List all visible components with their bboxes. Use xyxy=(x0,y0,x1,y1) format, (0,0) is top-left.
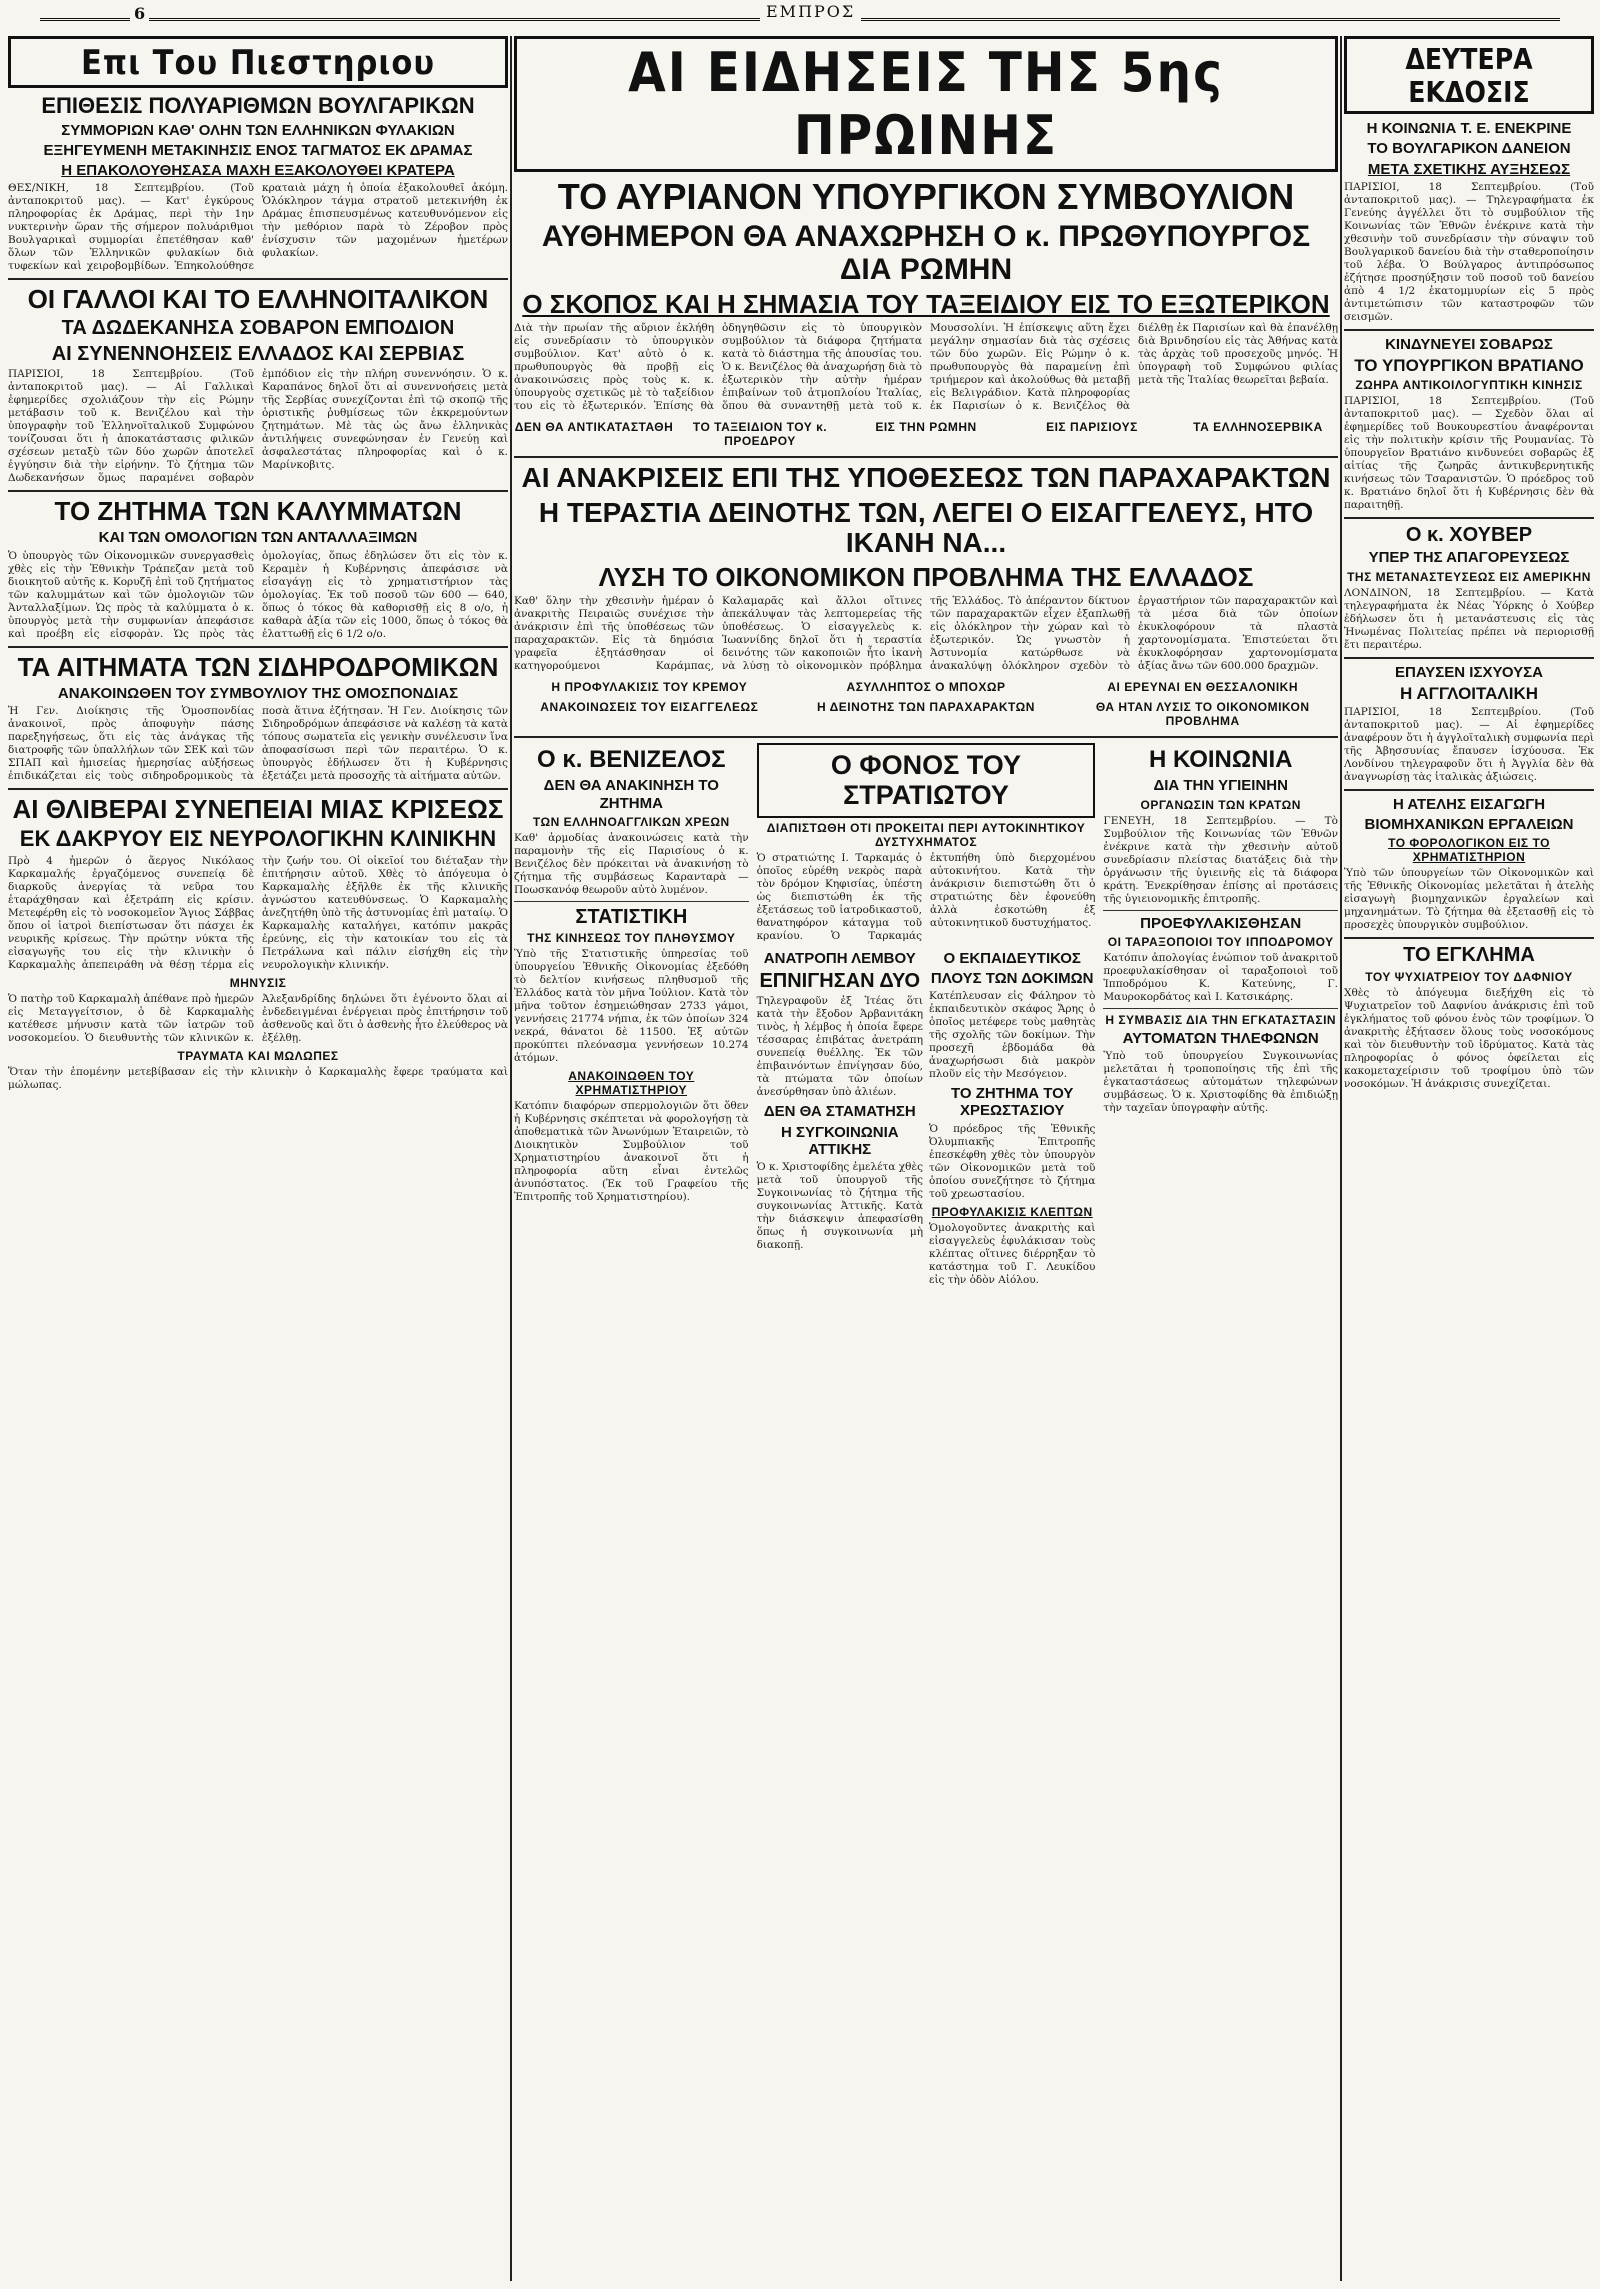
headline: ΠΡΟΕΦΥΛΑΚΙΣΘΗΣΑΝ xyxy=(1140,914,1302,932)
headline: ΕΠΙΘΕΣΙΣ ΠΟΛΥΑΡΙΘΜΩΝ ΒΟΥΛΓΑΡΙΚΩΝ xyxy=(41,93,475,118)
article-bulgarian-attacks xyxy=(8,94,508,273)
subsection-heading: ΑΝΑΚΟΙΝΩΣΕΙΣ ΤΟΥ ΕΙΣΑΓΓΕΛΕΩΣ xyxy=(540,700,759,715)
headline: ΚΙΝΔΥΝΕΥΕΙ ΣΟΒΑΡΩΣ xyxy=(1385,335,1553,353)
subheadline: ΕΠΝΙΓΗΣΑΝ ΔΥΟ xyxy=(759,969,921,992)
subheadline: Η ΣΥΓΚΟΙΝΩΝΙΑ ΑΤΤΙΚΗΣ xyxy=(780,1123,899,1158)
subheadline: Η ΕΠΑΚΟΛΟΥΘΗΣΑΣΑ ΜΑΧΗ ΕΞΑΚΟΛΟΥΘΕΙ ΚΡΑΤΕΡΑ xyxy=(61,162,455,180)
center-column xyxy=(514,36,1338,2281)
article-body: ΠΑΡΙΣΙΟΙ, 18 Σεπτεμβρίου. (Τοῦ ἀνταποκριτοῦ μας). — Αἱ ἐφημερίδες ἀναφέρουν ὅτι ἡ ἀγγλοϊταλικὴ συμφωνία περὶ τῆς Ἀβησσυνίας ἔπαυσεν ἰσχύουσα. Ἐκ Λονδίνου τηλεγραφοῦν ὅτι ἡ Ἀγγλία δὲν θὰ ἀναγνωρίσῃ τὰς ἰταλικὰς ἀξιώσεις. xyxy=(1344,705,1594,783)
article-body: Κατέπλευσαν εἰς Φάληρον τὸ ἐκπαιδευτικὸν σκάφος Ἄρης ὁ ὁποῖος μετέφερε τοὺς μαθητὰς τῆς σχολῆς τῶν δοκίμων. Τὴν προσεχῆ ἑβδομάδα θὰ ἀναχωρήσωσι διὰ μακρὸν πλοῦν εἰς τὴν Μεσόγειον. xyxy=(929,990,1096,1081)
headline: Ο κ. ΒΕΝΙΖΕΛΟΣ xyxy=(537,746,726,774)
article-dafni-crime xyxy=(1344,944,1594,1090)
subheadline: ΑΝΑΚΟΙΝΩΘΕΝ ΤΟΥ ΣΥΜΒΟΥΛΙΟΥ ΤΗΣ ΟΜΟΣΠΟΝΔΙΑΣ xyxy=(57,684,459,702)
sub-articles-row xyxy=(757,947,1096,1291)
headline: Ο ΕΚΠΑΙΔΕΥΤΙΚΟΣ xyxy=(943,949,1081,967)
divider xyxy=(1344,517,1594,519)
subheadline: ΑΥΘΗΜΕΡΟΝ ΘΑ ΑΝΑΧΩΡΗΣΗ Ο κ. ΠΡΩΘΥΠΟΥΡΓΟΣ ΔΙΑ ΡΩΜΗΝ xyxy=(541,219,1311,286)
subheadline: ΤΩΝ ΕΛΛΗΝΟΑΓΓΛΙΚΩΝ ΧΡΕΩΝ xyxy=(532,814,730,829)
subheads-row xyxy=(514,697,1338,731)
divider xyxy=(1103,1008,1338,1009)
divider xyxy=(8,646,508,648)
right-column xyxy=(1344,36,1594,2281)
headline: ΔΕΝ ΘΑ ΣΤΑΜΑΤΗΣΗ xyxy=(763,1103,916,1121)
headline: Η ΑΤΕΛΗΣ ΕΙΣΑΓΩΓΗ xyxy=(1392,795,1546,813)
subheadline: ΤΟΥ ΨΥΧΙΑΤΡΕΙΟΥ ΤΟΥ ΔΑΦΝΙΟΥ xyxy=(1365,969,1573,984)
headline: Ο κ. ΧΟΥΒΕΡ xyxy=(1405,524,1533,547)
subsection-heading: ΑΣΥΛΛΗΠΤΟΣ Ο ΜΠΟΧΩΡ xyxy=(846,680,1006,695)
headline-box xyxy=(757,743,1096,817)
page-number: 6 xyxy=(130,4,149,23)
divider xyxy=(1344,657,1594,659)
subheadline: ΟΙ ΤΑΡΑΞΟΠΟΙΟΙ ΤΟΥ ΙΠΠΟΔΡΟΜΟΥ xyxy=(1107,934,1334,949)
divider xyxy=(1344,329,1594,331)
article-railway-demands xyxy=(8,653,508,783)
article-hoover xyxy=(1344,524,1594,652)
article-boat-capsize xyxy=(757,947,923,1291)
subheadline: ΑΥΤΟΜΑΤΩΝ ΤΗΛΕΦΩΝΩΝ xyxy=(1122,1029,1319,1047)
divider xyxy=(8,278,508,280)
article-body: Ὑπὸ τῆς Στατιστικῆς ὑπηρεσίας τοῦ ὑπουργείου Ἐθνικῆς Οἰκονομίας ἐξεδόθη τὸ δελτίον κινήσεως πληθυσμοῦ τῆς Ἑλλάδος κατὰ τὸν μῆνα Ἰούλιον. Κατὰ τὸν μῆνα τοῦτον ἐσημειώθησαν 2733 γάμοι, γεννήσεις 21774 νήπια, ἐκ τῶν ὁποίων 324 νεκρά, θάνατοι δὲ 11500. Ἐξ αὐτῶν προκύπτει πλεόνασμα γεννήσεων 10.274 ἀτόμων. xyxy=(514,948,749,1065)
article-body: ΠΑΡΙΣΙΟΙ, 18 Σεπτεμβρίου. (Τοῦ ἀνταποκριτοῦ μας). — Τηλεγραφήματα ἐκ Γενεύης ἀγγέλλει ὅτι τὸ συμβούλιον τῆς Κοινωνίας τῶν Ἐθνῶν ἐνέκρινε κατὰ τὴν χθεσινὴν τοῦ συνεδρίασιν τὴν σύναψιν τοῦ Βουλγαρικοῦ δανείου διὰ τὴν σταθεροποίησιν τοῦ λέβα. Ὁ Βούλγαρος ἀντιπρόσωπος ἐζήτησε προσηύξησιν τοῦ ποσοῦ τοῦ δανείου ἀπὸ 4 1/2 ἑκατομμυρίων εἰς 5 πρὸς ἀντιμετώπισιν τῶν καταστροφῶν τῶν σεισμῶν. xyxy=(1344,180,1594,323)
headline: ΑΙ ΑΝΑΚΡΙΣΕΙΣ ΕΠΙ ΤΗΣ ΥΠΟΘΕΣΕΩΣ ΤΩΝ ΠΑΡΑΧΑΡΑΚΤΩΝ xyxy=(521,461,1331,493)
article-bratianu xyxy=(1344,336,1594,512)
subheadline: ΔΙΑΠΙΣΤΩΘΗ ΟΤΙ ΠΡΟΚΕΙΤΑΙ ΠΕΡΙ ΑΥΤΟΚΙΝΗΤΙΚΟΥ ΔΥΣΤΥΧΗΜΑΤΟΣ xyxy=(766,820,1086,849)
headline: ΤΑ ΑΙΤΗΜΑΤΑ ΤΩΝ ΣΙΔΗΡΟΔΡΟΜΙΚΩΝ xyxy=(17,651,499,682)
masthead: ΕΜΠΡΟΣ xyxy=(760,2,861,21)
subheadline: ΤΟ ΦΟΡΟΛΟΓΙΚΟΝ ΕΙΣ ΤΟ ΧΡΗΜΑΤΙΣΤΗΡΙΟΝ xyxy=(1388,836,1550,865)
subsection-heading: ΘΑ ΗΤΑΝ ΛΥΣΙΣ ΤΟ ΟΙΚΟΝΟΜΙΚΟΝ ΠΡΟΒΛΗΜΑ xyxy=(1095,700,1310,729)
subheadline: ΕΚ ΔΑΚΡΥΟΥ ΕΙΣ ΝΕΥΡΟΛΟΓΙΚΗΝ ΚΛΙΝΙΚΗΝ xyxy=(19,825,497,851)
article-cadets xyxy=(929,947,1095,1291)
headline: Η ΣΥΜΒΑΣΙΣ ΔΙΑ ΤΗΝ ΕΓΚΑΤΑΣΤΑΣΙΝ xyxy=(1105,1012,1337,1027)
subheadline: ΟΡΓΑΝΩΣΙΝ ΤΩΝ ΚΡΑΤΩΝ xyxy=(1140,797,1301,812)
subheadline: ΕΞΗΓΕΥΜΕΝΗ ΜΕΤΑΚΙΝΗΣΙΣ ΕΝΟΣ ΤΑΓΜΑΤΟΣ ΕΚ ΔΡΑΜΑΣ xyxy=(43,141,473,159)
section-header-left: Επι Του Πιεστηριου xyxy=(8,36,508,88)
subheadline: ΔΙΑ ΤΗΝ ΥΓΙΕΙΝΗΝ xyxy=(1153,777,1288,795)
headline: ΕΠΑΥΣΕΝ ΙΣΧΥΟΥΣΑ xyxy=(1394,663,1543,681)
subheadline: ΚΑΙ ΤΩΝ ΟΜΟΛΟΓΙΩΝ ΤΩΝ ΑΝΤΑΛΛΑΞΙΜΩΝ xyxy=(98,529,418,547)
subheadline: Ο ΣΚΟΠΟΣ ΚΑΙ Η ΣΗΜΑΣΙΑ ΤΟΥ ΤΑΞΕΙΔΙΟΥ ΕΙΣ ΤΟ ΕΞΩΤΕΡΙΚΟΝ xyxy=(522,288,1330,319)
headline: Ο ΦΟΝΟΣ ΤΟΥ ΣΤΡΑΤΙΩΤΟΥ xyxy=(830,750,1022,810)
subsection-heading: ΕΙΣ ΠΑΡΙΣΙΟΥΣ xyxy=(1046,419,1138,434)
subheadline: ΤΑ ΔΩΔΕΚΑΝΗΣΑ ΣΟΒΑΡΟΝ ΕΜΠΟΔΙΟΝ xyxy=(61,317,455,340)
subsection-heading: Η ΔΕΙΝΟΤΗΣ ΤΩΝ ΠΑΡΑΧΑΡΑΚΤΩΝ xyxy=(817,700,1035,715)
subheadline: ΥΠΕΡ ΤΗΣ ΑΠΑΓΟΡΕΥΣΕΩΣ xyxy=(1368,549,1570,567)
subheads-row xyxy=(514,677,1338,697)
divider xyxy=(514,736,1338,738)
subheadline: Η ΤΕΡΑΣΤΙΑ ΔΕΙΝΟΤΗΣ ΤΩΝ, ΛΕΓΕΙ Ο ΕΙΣΑΓΓΕΛΕΥΣ, ΗΤΟ ΙΚΑΝΗ ΝΑ... xyxy=(538,496,1314,559)
subheadline: ΤΗΣ ΜΕΤΑΝΑΣΤΕΥΣΕΩΣ ΕΙΣ ΑΜΕΡΙΚΗΝ xyxy=(1347,569,1591,584)
subsection-heading: ΤΟ ΤΑΞΕΙΔΙΟΝ ΤΟΥ κ. ΠΡΟΕΔΡΟΥ xyxy=(692,419,828,448)
subheadline: ΖΩΗΡΑ ΑΝΤΙΚΟΙΛΟΓΥΠΤΙΚΗ ΚΙΝΗΣΙΣ xyxy=(1355,378,1583,393)
article-body: Ὑπὸ τῶν ὑπουργείων τῶν Οἰκονομικῶν καὶ τῆς Ἐθνικῆς Οἰκονομίας μελετᾶται ἡ ἀτελὴς εἰσαγωγὴ βιομηχανικῶν ἐργαλείων καὶ μηχανημάτων. Τὸ ζήτημα θὰ ἐξετασθῇ εἰς τὸ προσεχὲς ὑπουργικὸν συμβούλιον. xyxy=(1344,867,1594,932)
subheadline: ΤΗΣ ΚΙΝΗΣΕΩΣ ΤΟΥ ΠΛΗΘΥΣΜΟΥ xyxy=(527,931,736,946)
article-body: Τηλεγραφοῦν ἐξ Ἰτέας ὅτι κατὰ τὴν ἔξοδον Ἀρβανιτάκη τινὸς, ἡ λέμβος ἡ ὁποία ἔφερε τέσσαρας ἐπιβάτας ἀνετράπη συνεπείᾳ θυέλλης. Ἐκ τῶν ἐπιβαινόντων ἐπνίγησαν δύο, τὰ πτώματα τῶν ὁποίων ἀνεσύρθησαν ὑπὸ ἁλιέων. xyxy=(756,995,923,1099)
headline: ΟΙ ΓΑΛΛΟΙ ΚΑΙ ΤΟ ΕΛΛΗΝΟΙΤΑΛΙΚΟΝ xyxy=(27,284,489,315)
subsection-heading: ΜΗΝΥΣΙΣ xyxy=(229,975,287,990)
divider xyxy=(1344,789,1594,791)
article-cabinet-council xyxy=(514,178,1338,451)
article-body: Ὁ πρόεδρος τῆς Ἐθνικῆς Ὀλυμπιακῆς Ἐπιτροπῆς ἐπεσκέφθη χθὲς τὸν ὑπουργὸν τῶν Οἰκονομικῶν μετὰ τοῦ ὁποίου συνεζήτησε τὸ ζήτημα τοῦ χρεωστασίου. xyxy=(929,1122,1096,1200)
headline: ΣΤΑΤΙΣΤΙΚΗ xyxy=(575,905,688,928)
divider xyxy=(514,456,1338,458)
divider xyxy=(8,788,508,790)
article-venizelos-debts xyxy=(514,743,749,1290)
article-body: Ὁμολογοῦντες ἀνακριτὴς καὶ εἰσαγγελεὺς ἐφυλάκισαν τοὺς κλέπτας οἵτινες διέρρηξαν τὸ κατάστημα τοῦ Γ. Λευκίδου εἰς τὴν ὁδὸν Αἰόλου. xyxy=(929,1221,1096,1286)
subsection-heading: ΕΙΣ ΤΗΝ ΡΩΜΗΝ xyxy=(875,419,977,434)
subheadline: ΜΕΤΑ ΣΧΕΤΙΚΗΣ ΑΥΞΗΣΕΩΣ xyxy=(1367,160,1571,178)
subsection-heading: ΑΝΑΚΟΙΝΩΘΕΝ ΤΟΥ ΧΡΗΜΑΤΙΣΤΗΡΙΟΥ xyxy=(568,1069,695,1098)
article-body: Ἡ Γεν. Διοίκησις τῆς Ὁμοσπονδίας ἀνακοινοῖ, πρὸς ἀποφυγὴν πάσης παρεξηγήσεως, ὅτι εἰς τὰς ἀνάγκας τῆς διατροφῆς τῶν ὑπαλλήλων τῶν ΣΕΚ καὶ τῶν ΣΠΑΠ καὶ ἡμισείας ἡμερησίας αὐξήσεως ἐπιδικάζεται εἰς τοὺς σιδηροδρομικοὺς τὰ ποσὰ ἅτινα ἐζήτησαν. Ἡ Γεν. Διοίκησις τῶν Σιδηροδρόμων ἀπεφάσισε νὰ καλέσῃ τὰ κατὰ τόπους σωματεῖα εἰς γενικὴν συνέλευσιν ἵνα ἀποφασίσωσι περὶ τῶν περαιτέρω. Ὁ κ. ὑπουργὸς ἐδήλωσεν ὅτι ἡ Κυβέρνησις ἐξετάζει μετὰ προσοχῆς τὰ αἰτήματα αὐτῶν. xyxy=(8,704,508,782)
article-body: Ὁ στρατιώτης Ι. Ταρκαμάς ὁ ὁποῖος εὑρέθη νεκρὸς παρὰ τὸν δρόμον Κηφισίας, ὑπέστη ὡς διεπιστώθη ἐκ τῆς ἐξετάσεως τοῦ ἰατροδικαστοῦ, θανατηφόρον κάταγμα τοῦ κρανίου. Ὁ Ταρκαμάς ἐκτυπήθη ὑπὸ διερχομένου αὐτοκινήτου. Κατὰ τὴν ἀνάκρισιν διεπιστώθη ὅτι ὁ στρατιώτης δὲν ἐφονεύθη ἀλλὰ ἐσκοτώθη ἐξ αὐτοκινητικοῦ δυστυχήματος. xyxy=(756,851,1096,942)
divider xyxy=(8,490,508,492)
headline: ΤΟ ΑΥΡΙΑΝΟΝ ΥΠΟΥΡΓΙΚΟΝ ΣΥΜΒΟΥΛΙΟΝ xyxy=(557,176,1295,217)
article-body: Ὁ ὑπουργὸς τῶν Οἰκονομικῶν συνεργασθεὶς χθὲς εἰς τὴν Ἐθνικὴν Τράπεζαν μετὰ τοῦ διοικητοῦ αὐτῆς κ. Κορυζῆ ἐπὶ τοῦ ζητήματος τῶν καλυμμάτων καὶ τῶν ὁμολογιῶν τῶν Ἀνταλλαξίμων. Ὡς πρὸς τὰ καλύμματα ὁ κ. ὑπουργὸς μετὰ τὴν συμφωνίαν ἀπεφάσισε καὶ προέβη εἰς εἰσφορὰν. Ὡς πρὸς τὰς ὁμολογίας, ὅπως ἐδηλώσεν ὅτι εἰς τὸν κ. Κεραμὲν ἡ Κυβέρνησις ἀπεφάσισε νὰ εἰσαγάγῃ εἰς τὸ χρηματιστήριον τὰς ὁμολογίας. Ἐκ τοῦ ποσοῦ τῶν 600 — 640, ὅπως ὁ τόκος θὰ καθορισθῇ εἰς 8 ο/ο, ἡ καθαρὰ ἀξία τῶν εἰς 1000, ὅπως ὁ τόκος θὰ ἐλαττωθῇ εἰς 6 1/2 ο/ο. xyxy=(8,549,508,640)
article-body: Καθ' ἁρμοδίας ἀνακοινώσεις κατὰ τὴν παραμονὴν τῆς εἰς Παρισίους ὁ κ. Βενιζέλος δὲν πρόκειται νὰ ἀνακινήσῃ τὸ ζήτημα τῆς συμβάσεως Καρανταρὰ — Ποωσκανόφ θεωροῦν αὐτὸ λυμένον. xyxy=(514,831,749,896)
article-league-hygiene xyxy=(1103,743,1338,1290)
headline: ΠΡΟΦΥΛΑΚΙΣΙΣ ΚΛΕΠΤΩΝ xyxy=(931,1204,1093,1219)
subheadline: ΒΙΟΜΗΧΑΝΙΚΩΝ ΕΡΓΑΛΕΙΩΝ xyxy=(1364,816,1574,834)
article-duty-free-tools xyxy=(1344,796,1594,933)
article-body: ΘΕΣ/ΝΙΚΗ, 18 Σεπτεμβρίου. (Τοῦ ἀνταποκριτοῦ μας). — Κατ' ἐγκύρους πληροφορίας ἐκ Δράμας, περὶ τὴν 1ην νυκτερινὴν ὥραν τῆς σήμερον πολυάριθμοι Βουλγαρικαὶ συμμορίαι ἐπετέθησαν καθ' ὅλων τῶν Ἑλληνικῶν φυλακίων διὰ τυφεκίων καὶ χειροβομβίδων. Ἐπηκολούθησε κραταιὰ μάχη ἡ ὁποία ἐξακολουθεῖ ἀκόμη. Ὁλόκληρον τάγμα στρατοῦ μετεκινήθη ἐκ Δράμας ἐπισπευσμένως κατευθυνόμενον εἰς τὴν μεθόριον παρὰ τὸ Ζέροβον πρὸς ἐνίσχυσιν τῶν μαχομένων ἡμετέρων φυλακίων. xyxy=(8,182,508,273)
headline: Η ΚΟΙΝΩΝΙΑ Τ. Ε. ΕΝΕΚΡΙΝΕ xyxy=(1366,120,1572,137)
article-body: ΠΑΡΙΣΙΟΙ, 18 Σεπτεμβρίου. (Τοῦ ἀνταποκριτοῦ μας). — Αἱ Γαλλικαὶ ἐφημερίδες σχολιάζουν τὴν εἰς Ρώμην μετάβασιν τοῦ κ. Βενιζέλου καὶ τὴν ὑπογραφὴν τοῦ Ἑλληνοϊταλικοῦ Συμφώνου τονίζουσαι ὅτι ἡ ἀποκατάστασις φιλικῶν σχέσεων μεταξὺ τῶν δύο χωρῶν ἀποτελεῖ ἐγγύησιν διὰ τὴν εἰρήνην. Τὸ ζήτημα τῶν Δωδεκανήσων ὅμως παραμένει σοβαρὸν ἐμπόδιον εἰς τὴν πλήρη συνεννόησιν. Ὁ κ. Καραπάνος δηλοῖ ὅτι αἱ συνεννοήσεις μετὰ τῆς Σερβίας συνεχίζονται ἐπὶ τῷ σκοπῷ τῆς ὁριστικῆς ῥυθμίσεως τῶν ἐκκρεμούντων ζητημάτων. Μὲ τὰς ὡς ἄνω ἑλληνικὰς ἀντιλήψεις συνεφώνησαν ἐν Γενεύῃ καὶ ἀσφαλεστάτας πληροφορίας καὶ ὁ κ. Μαρίνκοβιτς. xyxy=(8,368,508,485)
subheadline: ΑΙ ΣΥΝΕΝΝΟΗΣΕΙΣ ΕΛΛΑΔΟΣ ΚΑΙ ΣΕΡΒΙΑΣ xyxy=(51,342,465,365)
subheadline: ΔΕΝ ΘΑ ΑΝΑΚΙΝΗΣΗ ΤΟ ΖΗΤΗΜΑ xyxy=(543,777,719,812)
article-body: Χθὲς τὸ ἀπόγευμα διεξήχθη εἰς τὸ Ψυχιατρεῖον τοῦ Δαφνίου ἀνάκρισις ἐπὶ τοῦ ἐγκλήματος τοῦ φόνου ἐνὸς τῶν τροφίμων. Ὁ ἀνακριτὴς ἐξήτασεν ὅλους τοὺς νοσοκόμους καὶ τὸν διευθυντὴν τοῦ ἱδρύματος. Κατὰ τὰς πληροφορίας ὁ φόνος ὀφείλεται εἰς κακομεταχείρισιν τοῦ τροφίμου ὑπὸ τῶν νοσοκόμων. Ἡ ἀνάκρισις συνεχίζεται. xyxy=(1344,986,1594,1090)
article-body: ΠΑΡΙΣΙΟΙ, 18 Σεπτεμβρίου. (Τοῦ ἀνταποκριτοῦ μας). — Σχεδὸν ὅλαι αἱ ἐφημερίδες τοῦ Βουκουρεστίου ἀναφέρονται εἰς τὴν πολιτικὴν κρίσιν τῆς Ρουμανίας. Τὸ ὑπουργεῖον Βρατιάνο κινδυνεύει σοβαρῶς ἐξ αἰτίας τῆς ζωηρᾶς ἀντικυβερνητικῆς κινήσεως τῶν Τσαρανιστῶν. Ὁ πρόεδρος τοῦ κ. Βρατιάνο δηλοῖ ὅτι ἡ Κυβέρνησις δὲν θὰ παραιτηθῇ. xyxy=(1344,395,1594,512)
article-body: Ὑπὸ τοῦ ὑπουργείου Συγκοινωνίας μελετᾶται ἡ τροποποίησις τῆς ἐπὶ τῆς ἐγκαταστάσεως αὐτομάτων τηλεφώνων συμβάσεως. Ὁ κ. Χριστοφίδης θὰ ἐπιδιώξῃ τὴν ταχεῖαν ὑπογραφὴν αὐτῆς. xyxy=(1103,1050,1338,1114)
article-anglo-italian xyxy=(1344,664,1594,784)
section-header-right: ΔΕΥΤΕΡΑ ΕΚΔΟΣΙΣ xyxy=(1344,36,1594,114)
article-body: Κατόπιν ἀπολογίας ἐνώπιον τοῦ ἀνακριτοῦ προεφυλακίσθησαν οἱ ταραξοποιοὶ τοῦ Ἱπποδρόμου Κ. Κατεύνης, Γ. Μαυροκορδάτος καὶ Ι. Κατσικάρης. xyxy=(1103,951,1338,1003)
subheads-row xyxy=(514,417,1338,451)
article-soldier-murder xyxy=(757,743,1096,1290)
subheadline: Η ΑΓΓΛΟΙΤΑΛΙΚΗ xyxy=(1399,683,1539,703)
subsection-heading: ΤΡΑΥΜΑΤΑ ΚΑΙ ΜΩΛΩΠΕΣ xyxy=(177,1048,339,1063)
article-body: Καθ' ὅλην τὴν χθεσινὴν ἡμέραν ὁ ἀνακριτὴς Πειραιῶς συνέχισε τὴν ἀνάκρισιν ἐπὶ τῆς ὑποθέσεως τῶν παραχαρακτῶν. Εἰς τὰ δημόσια γραφεῖα ἐξητάσθησαν οἱ κατηγορούμενοι Καράμπας, Καλαμαρᾶς καὶ ἄλλοι οἵτινες ἀπεκάλυψαν τὰς λεπτομερείας τῆς ὑποθέσεως. Ὁ εἰσαγγελεὺς κ. Ἰωαννίδης δηλοῖ ὅτι ἡ τεραστία δεινότης τῶν κακοποιῶν ἦτο ἱκανὴ νὰ λύσῃ τὸ οἰκονομικὸν πρόβλημα τῆς Ἑλλάδος. Τὸ ἀπέραντον δίκτυον τῶν παραχαρακτῶν εἶχεν ἐξαπλωθῇ εἰς ὁλόκληρον τὴν χώραν καὶ τὸ ἐξωτερικόν. Ὡς γνωστὸν ἡ Ἀστυνομία κατώρθωσε νὰ ἀνακαλύψῃ ὁλόκληρον σχεδὸν τὸ ἐργαστήριον τῶν παραχαρακτῶν καὶ τὰ μέσα διὰ τῶν ὁποίων ἐκυκλοφόρουν τὰ πλαστὰ χαρτονομίσματα. Ἐπιστεύεται ὅτι ἐκυκλοφόρησαν χαρτονομίσματα ἀξίας ἄνω τῶν 600.000 δραχμῶν. xyxy=(514,595,1338,673)
article-body: Διὰ τὴν πρωίαν τῆς αὔριον ἐκλήθη εἰς συνεδρίασιν τὸ ὑπουργικὸν συμβούλιον. Κατ' αὐτὸ ὁ κ. πρωθυπουργὸς θὰ προβῇ εἰς ἀνακοινώσεις πρὸς τοὺς κ. κ. ὑπουργοὺς σχετικῶς μὲ τὸ ταξείδιον του εἰς τὸ ἐξωτερικόν. Ἐπίσης θὰ ὁδηγηθῶσιν εἰς τὸ ὑπουργικὸν συμβούλιον τὰ διάφορα ζητήματα κατὰ τὸ διάστημα τῆς ἀπουσίας του. Ὁ κ. Βενιζέλος θὰ ἀναχωρήσῃ διὰ τὸ ἐξωτερικὸν τὴν αὐτὴν ἡμέραν ἐπιβαίνων τοῦ ἀτμοπλοίου Ἰταλίας, ὅπου θὰ συναντηθῇ μετὰ τοῦ κ. Μουσσολίνι. Ἡ ἐπίσκεψις αὕτη ἔχει μεγάλην σημασίαν διὰ τὰς σχέσεις τῶν δύο χωρῶν. Εἰς Ρώμην ὁ κ. πρωθυπουργὸς θὰ παραμείνῃ ἐπὶ τριήμερον καὶ ἀκολούθως θὰ μεταβῇ εἰς Βελιγράδιον. Κατὰ πληροφορίας ἐκ Παρισίων ὁ κ. Βενιζέλος θὰ διέλθῃ ἐκ Παρισίων καὶ θὰ ἐπανέλθῃ διὰ Βρινδησίου εἰς τὰς Ἀθήνας κατὰ τὰς ἀρχὰς τοῦ προσεχοῦς μηνός. Ἡ ὑπογραφὴ τοῦ Συμφώνου φιλίας μετὰ τῆς Ἰταλίας θεωρεῖται βεβαία. xyxy=(514,321,1338,412)
article-bulgarian-loan xyxy=(1344,120,1594,324)
left-column xyxy=(8,36,508,2281)
divider xyxy=(1103,910,1338,911)
column-divider xyxy=(510,36,512,2281)
headline: ΑΙ ΘΛΙΒΕΡΑΙ ΣΥΝΕΠΕΙΑΙ ΜΙΑΣ ΚΡΙΣΕΩΣ xyxy=(12,793,504,824)
headline: ΑΝΑΤΡΟΠΗ ΛΕΜΒΟΥ xyxy=(763,949,916,967)
article-body: ΓΕΝΕΥΗ, 18 Σεπτεμβρίου. — Τὸ Συμβούλιον τῆς Κοινωνίας τῶν Ἐθνῶν ἐνέκρινε κατὰ τὴν χθεσινὴν αὐτοῦ συνεδρίασιν πλείστας διατάξεις διὰ τὴν ὀργάνωσιν τῆς ὑγιεινῆς εἰς τὰ διάφορα κράτη. Ἐνεκρίθησαν ἐπίσης αἱ προτάσεις τῆς ὑγιειονομικῆς ἐπιτροπῆς. xyxy=(1103,814,1338,905)
divider xyxy=(1344,937,1594,939)
subsection-heading: ΔΕΝ ΘΑ ΑΝΤΙΚΑΤΑΣΤΑΘΗ xyxy=(514,419,674,434)
article-french-greek-italian xyxy=(8,285,508,485)
article-body: Ὁ κ. Χριστοφίδης ἐμελέτα χθὲς μετὰ τοῦ ὑπουργοῦ τῆς Συγκοινωνίας τὸ ζήτημα τῆς συγκοινωνίας Ἀττικῆς. Κατὰ τὴν διάσκεψιν ἀπεφασίσθη ὅπως ἡ συγκοινωνία μὴ διακοπῇ. xyxy=(756,1161,923,1252)
article-body: ΛΟΝΔΙΝΟΝ, 18 Σεπτεμβρίου. — Κατὰ τηλεγραφήματα ἐκ Νέας Ὑόρκης ὁ Χούβερ ἐδήλωσεν ὅτι ἡ μετανάστευσις εἰς τὰς Ἡνωμένας Πολιτείας πρέπει νὰ περιορισθῇ ἔτι περαιτέρω. xyxy=(1344,586,1594,651)
subsection-heading: Η ΠΡΟΦΥΛΑΚΙΣΙΣ ΤΟΥ ΚΡΕΜΟΥ xyxy=(551,680,748,695)
lower-center-band xyxy=(514,743,1338,1290)
section-header-center: ΑΙ ΕΙΔΗΣΕΙΣ ΤΗΣ 5ης ΠΡΩΙΝΗΣ xyxy=(514,36,1338,172)
subheadline: ΣΥΜΜΟΡΙΩΝ ΚΑΘ' ΟΛΗΝ ΤΩΝ ΕΛΛΗΝΙΚΩΝ ΦΥΛΑΚΙΩΝ xyxy=(61,121,455,139)
column-divider xyxy=(1340,36,1342,2281)
page-header xyxy=(0,0,1600,30)
subheadline: ΠΛΟΥΣ ΤΩΝ ΔΟΚΙΜΩΝ xyxy=(930,969,1094,987)
headline: ΤΟ ΕΓΚΛΗΜΑ xyxy=(1403,944,1535,967)
article-coverage-bonds xyxy=(8,497,508,640)
article-counterfeiters xyxy=(514,463,1338,731)
article-body: Κατόπιν διαφόρων σπερμολογιῶν ὅτι ὅθεν ἡ Κυβέρνησις σκέπτεται νὰ φορολογήσῃ τὰ ἀποθεματικὰ τῶν Ἀνωνύμων Ἑταιρειῶν, τὸ Διοικητικὸν Συμβούλιον τοῦ Χρηματιστηρίου ἀνακοινοῖ ὅτι ἡ πληροφορία αὕτη εἶναι ἐντελῶς ἀνυπόστατος. (Ἐκ τοῦ Γραφείου τῆς Ἐπιτροπῆς τοῦ Χρηματιστηρίου). xyxy=(514,1100,749,1204)
subheadline: ΛΥΣΗ ΤΟ ΟΙΚΟΝΟΜΙΚΟΝ ΠΡΟΒΛΗΜΑ ΤΗΣ ΕΛΛΑΔΟΣ xyxy=(598,562,1254,593)
article-body: Ὁ πατὴρ τοῦ Καρκαμαλὴ ἀπέθανε πρὸ ἡμερῶν εἰς Μεταγγείτσιον, ὁ δὲ Καρκαμαλὴς κατέθεσε μήνυσιν κατὰ τῶν ἰατρῶν τοῦ νοσοκομείου. Ὁ διευθυντὴς τῶν κλινικῶν κ. Ἀλεξανδρίδης δηλώνει ὅτι ἐγένοντο ὅλαι αἱ ἐνδεδειγμέναι ἐνέργειαι πρὸς ἐπιτήρησιν τοῦ ἀσθενοῦς καὶ ὅτι ὁ ἀσθενὴς ἦτο ἐλεύθερος νὰ ἐξέλθῃ. xyxy=(8,992,508,1044)
headline: Η ΚΟΙΝΩΝΙΑ xyxy=(1148,746,1293,774)
subsection-heading: ΑΙ ΕΡΕΥΝΑΙ ΕΝ ΘΕΣΣΑΛΟΝΙΚΗ xyxy=(1107,680,1298,695)
headline: ΤΟ ΖΗΤΗΜΑ ΤΩΝ ΚΑΛΥΜΜΑΤΩΝ xyxy=(54,496,462,527)
subheadline: ΤΟ ΥΠΟΥΡΓΙΚΟΝ ΒΡΑΤΙΑΝΟ xyxy=(1354,356,1584,375)
headline: ΤΟ ΖΗΤΗΜΑ ΤΟΥ ΧΡΕΩΣΤΑΣΙΟΥ xyxy=(951,1085,1074,1120)
article-body: Ὅταν τὴν ἐπομένην μετεβίβασαν εἰς τὴν κλινικὴν ὁ Καρκαμαλὴς ἔφερε τραύματα καὶ μώλωπας. xyxy=(8,1065,508,1091)
article-crisis-clinic xyxy=(8,795,508,1092)
article-body: Πρὸ 4 ἡμερῶν ὁ ἄεργος Νικόλαος Καρκαμαλής ἐργαζόμενος συνεπείᾳ δὲ διαρκοῦς ἀνεργίας τὰ νεῦρα του ἐταράχθησαν καὶ ἐξετράπη εἰς κρίσιν. Μετεφέρθη εἰς τὸ νοσοκομεῖον Ἅγιος Σάββας ὅπου οἱ ἰατροὶ διεπίστωσαν ὅτι πάσχει ἐκ νευρικῆς κρίσεως. Τὴν πρώτην νύκτα τῆς εἰσαγωγῆς του εἰς τὴν κλινικὴν ὁ Καρκαμαλὴς ἀπεπειράθη νὰ θέσῃ τέρμα εἰς τὴν ζωήν του. Οἱ οἰκεῖοί του διέταξαν τὴν ἐπιτήρησιν αὐτοῦ. Χθὲς τὸ ἀπόγευμα ὁ Καρκαμαλὴς ἐξῆλθε ἐκ τῆς κλινικῆς ἀγνώστου κατευθύνσεως. Ὁ Καρκαμαλὴς ἀνεζητήθη ὑπὸ τῆς ἀστυνομίας ἐπὶ ματαίῳ. Ὁ Καρκαμαλὴς καταλήγει, κατόπιν μακρᾶς ἐρεύνης, εἰς τὴν κατοικίαν του εἰς τὰ Πετράλωνα καὶ πάλιν εἰσήχθη εἰς τὴν νευρολογικὴν κλινικήν. xyxy=(8,854,508,971)
divider xyxy=(514,901,749,902)
subheadline: ΤΟ ΒΟΥΛΓΑΡΙΚΟΝ ΔΑΝΕΙΟΝ xyxy=(1367,140,1571,158)
subsection-heading: ΤΑ ΕΛΛΗΝΟΣΕΡΒΙΚΑ xyxy=(1193,419,1323,434)
